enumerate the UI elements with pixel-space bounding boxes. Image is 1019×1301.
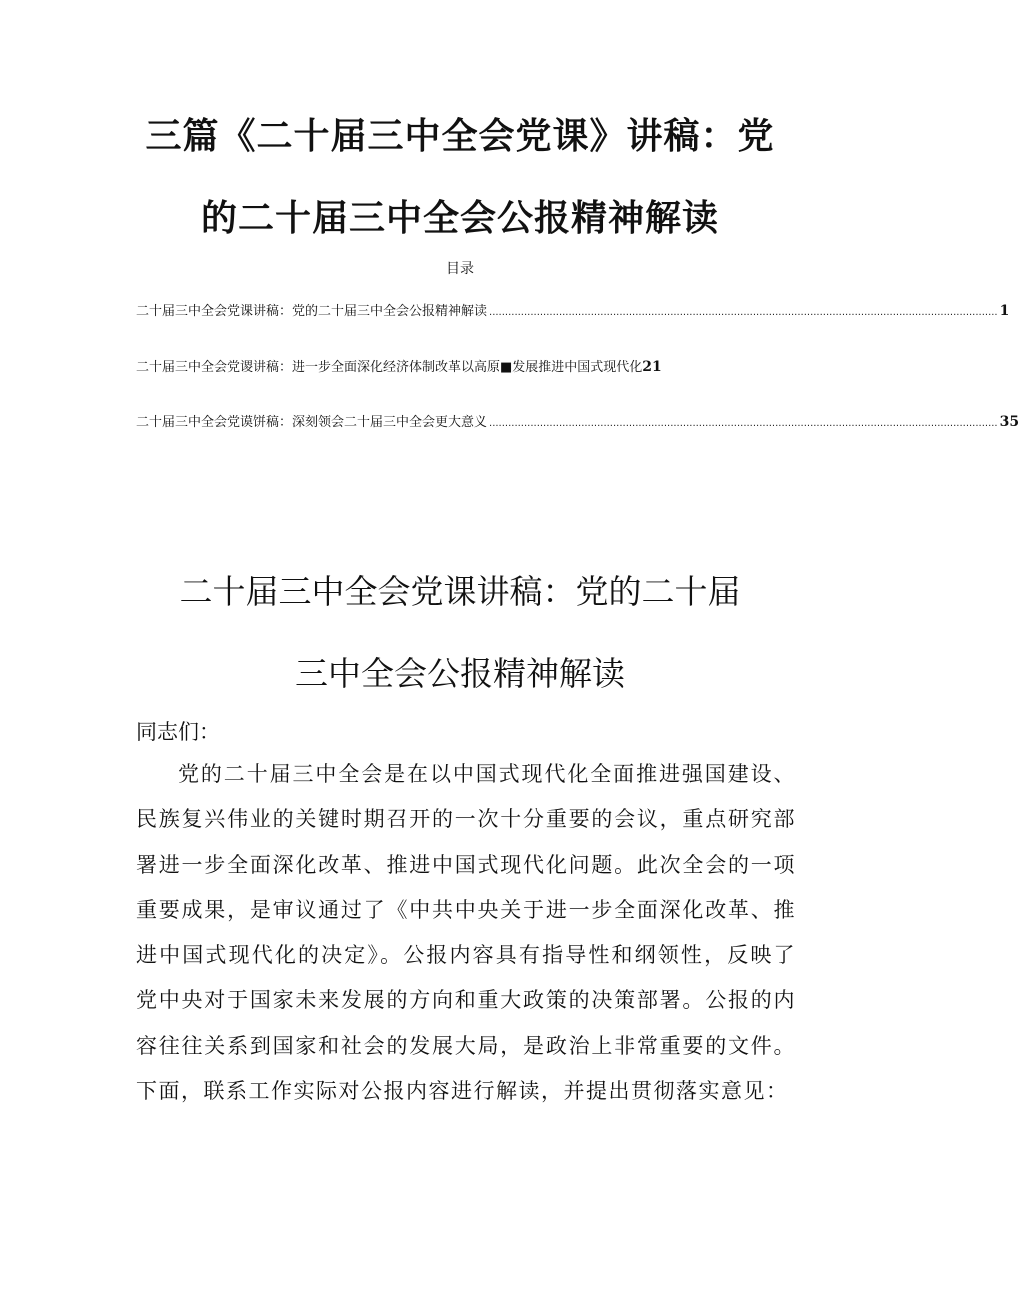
toc-entry[interactable] [136,411,1019,430]
document-title-line-2: 的二十届三中全会公报精神解读 [200,198,719,239]
toc-entry-title: 二十届三中全会党谡讲稿：进一步全面深化经济体制改革以高原■发展推进中国式现代化 [136,360,643,375]
toc-entry-page: 35 [999,414,1019,430]
toc-leader-dots: ................................................................................................................................................................ [489,307,998,318]
salutation: 同志们： [136,720,220,744]
body-paragraph: 党的二十届三中全会是在以中国式现代化全面推进强国建设、民族复兴伟业的关键时期召开的一次十分重要的会议，重点研究部署进一步全面深化改革、推进中国式现代化问题。此次全会的一项重要成果，是审议通过了《中共中央关于进一步全面深化改革、推进中国式现代化的决定》。公报内容具有指导性和纲领性，反映了党中央对于国家未来发展的方向和重大政策的决策部署。公报的内容往往关系到国家和社会的发展大局，是政治上非常重要的文件。下面，联系工作实际对公报内容进行解读，并提出贯彻落实意见： [136,762,796,1104]
toc-entry-title: 二十届三中全会党谟饼稿：深刻领会二十届三中全会更大意义 [136,415,488,430]
toc-leader-dots: ................................................................................................................................................................ [489,418,998,429]
toc-entry-page: 1 [999,303,1010,319]
section-title-line-1: 二十届三中全会党课讲稿：党的二十届 [179,572,741,611]
toc-heading: 目录 [446,261,474,277]
toc-entry-page: 21 [642,359,662,375]
toc-entry[interactable] [136,300,1010,319]
section-title-line-2: 三中全会公报精神解读 [295,654,625,693]
toc-entry[interactable] [136,356,764,375]
toc-entry-title: 二十届三中全会党课讲稿：党的二十届三中全会公报精神解读 [136,304,488,319]
document-title-line-1: 三篇《二十届三中全会党课》讲稿：党 [145,116,775,157]
